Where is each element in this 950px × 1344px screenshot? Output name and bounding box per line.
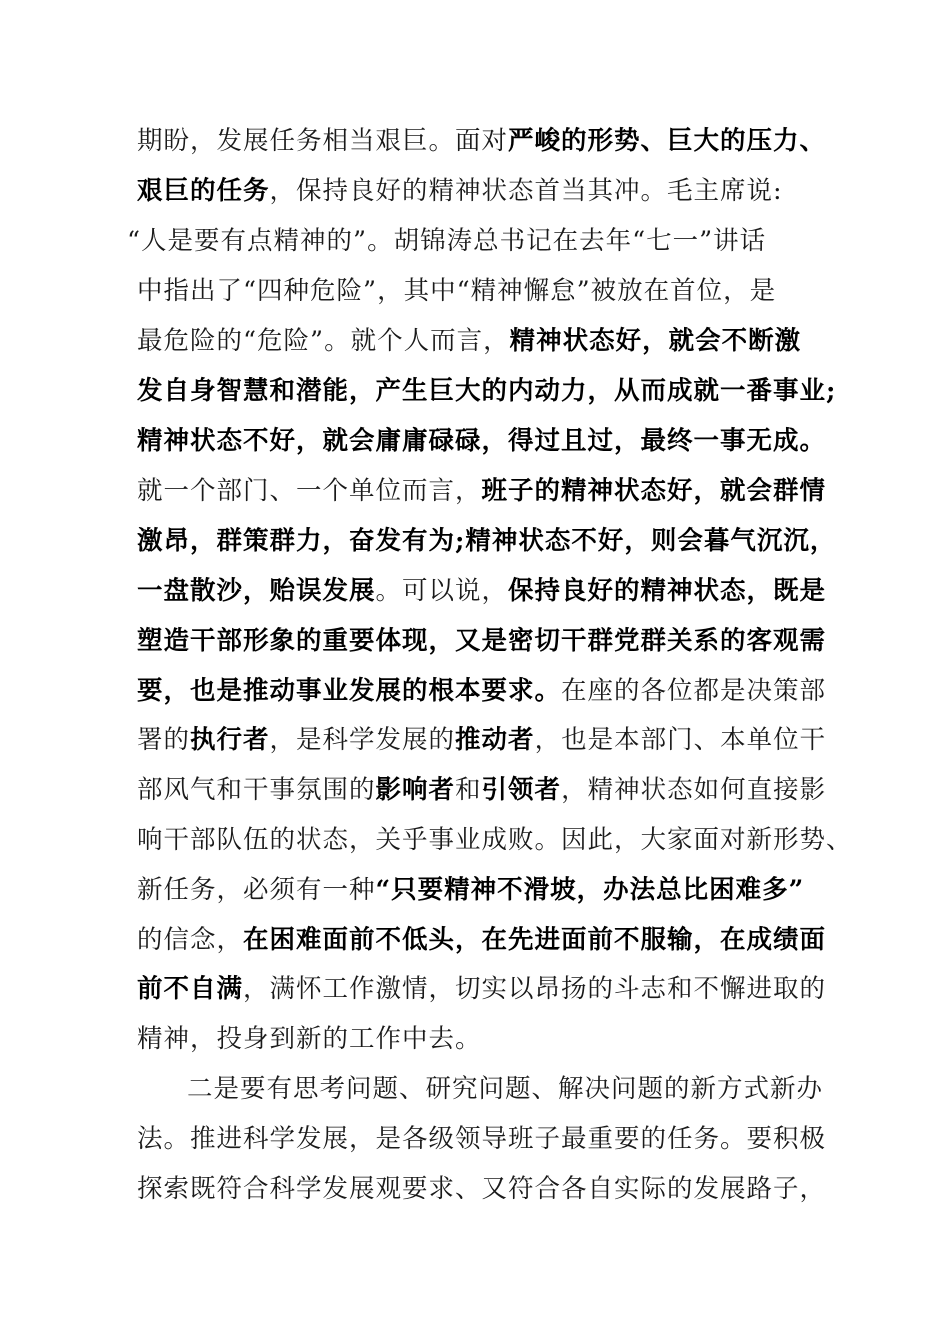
text-run: 。可以说，: [375, 576, 509, 606]
text-run: 最危险的“危险”。就个人而言，: [137, 326, 510, 356]
bold-text-run: 激昂，群策群力，奋发有为;精神状态不好，则会暮气沉沉，: [137, 526, 837, 556]
text-line: [137, 621, 837, 661]
text-run: 的信念，: [137, 925, 244, 955]
text-run: 署的: [137, 725, 191, 755]
bold-text-run: 前不自满: [137, 974, 244, 1004]
text-run: ，精神状态如何直接影: [561, 775, 827, 805]
text-line: [137, 920, 837, 960]
bold-text-run: 在困难面前不低头，在先进面前不服输，在成绩面: [243, 925, 827, 955]
text-line: [137, 969, 837, 1009]
text-line: [137, 770, 837, 810]
bold-text-run: 精神状态不好，就会庸庸碌碌，得过且过，最终一事无成。: [137, 426, 827, 456]
text-line: [137, 171, 837, 211]
bold-text-run: 一盘散沙，贻误发展: [137, 576, 376, 606]
bold-text-run: 塑造干部形象的重要体现，又是密切干群党群关系的客观需: [137, 626, 827, 656]
text-line: [137, 870, 837, 910]
text-line: [137, 1019, 837, 1059]
text-run: 新任务，必须有一种: [137, 875, 376, 905]
text-run: 期盼，发展任务相当艰巨。面对: [137, 126, 509, 156]
bold-text-run: 班子的精神状态好，就会群情: [481, 476, 827, 506]
bold-text-run: 影响者: [375, 775, 456, 805]
bold-text-run: 要，也是推动事业发展的根本要求。: [137, 676, 562, 706]
text-run: ，保持良好的精神状态首当其冲。毛主席说:: [269, 176, 783, 206]
text-run: “人是要有点精神的”。胡锦涛总书记在去年“七一”讲话: [127, 226, 767, 256]
text-line: [137, 371, 837, 411]
bold-text-run: 发自身智慧和潜能，产生巨大的内动力，从而成就一番事业;: [137, 376, 837, 406]
text-run: 中指出了“四种危险”，其中“精神懈怠”被放在首位，是: [137, 276, 777, 306]
text-line: [137, 1119, 837, 1159]
text-run: ，满怀工作激情，切实以昂扬的斗志和不懈进取的: [243, 974, 827, 1004]
bold-text-run: 严峻的形势、巨大的压力、: [508, 126, 827, 156]
bold-text-run: 艰巨的任务: [137, 176, 270, 206]
text-line: [137, 571, 837, 611]
text-line: [127, 221, 827, 261]
text-line: [137, 720, 837, 760]
text-line: [137, 321, 837, 361]
text-line: [137, 521, 837, 561]
text-run: 部风气和干事氛围的: [137, 775, 376, 805]
bold-text-run: 保持良好的精神状态，既是: [508, 576, 827, 606]
text-run: 精神，投身到新的工作中去。: [137, 1024, 482, 1054]
paragraph-first-line: [187, 1069, 887, 1109]
text-run: 二是要有思考问题、研究问题、解决问题的新方式新办: [187, 1074, 824, 1104]
bold-text-run: 引领者: [481, 775, 562, 805]
text-run: 响干部队伍的状态，关乎事业成败。因此，大家面对新形势、: [137, 825, 853, 855]
bold-text-run: 精神状态好，就会不断激: [509, 326, 802, 356]
text-run: 和: [455, 775, 482, 805]
text-run: 就一个部门、一个单位而言，: [137, 476, 482, 506]
text-line: [137, 671, 837, 711]
text-run: 探索既符合科学发展观要求、又符合各自实际的发展路子，: [137, 1174, 827, 1204]
text-run: 法。推进科学发展，是各级领导班子最重要的任务。要积极: [137, 1124, 827, 1154]
text-line: [137, 421, 837, 461]
text-run: ，是科学发展的: [269, 725, 456, 755]
bold-text-run: 推动者: [455, 725, 535, 755]
text-line: [137, 121, 837, 161]
text-line: [137, 471, 837, 511]
bold-text-run: “只要精神不滑坡，办法总比困难多”: [375, 875, 805, 905]
bold-text-run: 执行者: [190, 725, 270, 755]
text-run: 在座的各位都是决策部: [561, 676, 827, 706]
text-line: [137, 820, 853, 860]
text-line: [137, 1169, 837, 1209]
text-run: ，也是本部门、本单位干: [534, 725, 827, 755]
text-line: [137, 271, 837, 311]
